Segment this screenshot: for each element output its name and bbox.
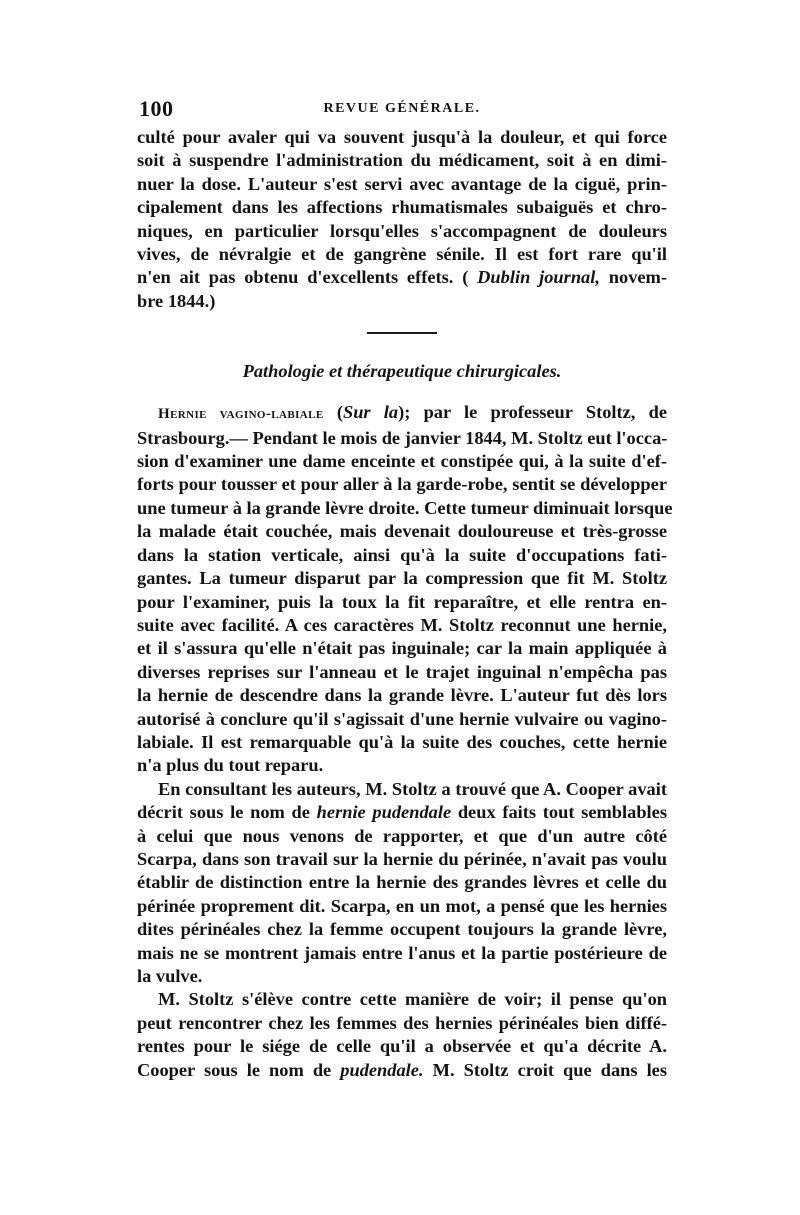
entry-paragraph-3 [137,988,667,1082]
book-page [137,96,673,1082]
text-line: périnée proprement dit. Scarpa, en un mot, a pensé que les hernies [137,895,667,916]
text-fragment: n'en ait pas obtenu d'excellents effets. ( [137,267,478,288]
text-line: la malade était couchée, mais devenait douloureuse et très-grosse [137,521,667,542]
section-divider [367,332,437,334]
text-line: diverses reprises sur l'anneau et le trajet inguinal n'empêcha pas [137,661,667,682]
text-line: rentes pour le siége de celle qu'il a observée et qu'a décrite A. [137,1036,667,1057]
text-fragment-italic: Sur la [342,402,399,423]
text-line: dans la station verticale, ainsi qu'à la suite d'occupations fati- [137,544,667,565]
text-line: bre 1844.) [137,290,216,311]
text-line: forts pour tousser et pour aller à la garde-robe, sentit se développer [137,474,667,495]
text-line-with-citation [137,266,667,289]
text-line: une tumeur à la grande lèvre droite. Cette tumeur diminuait lorsque [137,497,673,518]
text-line: gantes. La tumeur disparut par la compression que fit M. Stoltz [137,568,667,589]
entry-title-line [137,401,667,426]
page-number: 100 [139,96,174,121]
text-line: la hernie de descendre dans la grande lèvre. L'auteur fut dès lors [137,685,667,706]
text-line-with-italic [137,1059,667,1082]
section-heading: Pathologie et thérapeutique chirurgicales. [242,361,562,382]
text-line: n'a plus du tout reparu. [137,755,324,776]
running-title: REVUE GÉNÉRALE. [323,101,481,116]
text-line: sion d'examiner une dame enceinte et constipée qui, à la suite d'ef- [137,451,667,472]
text-fragment: deux faits tout semblables [451,802,667,823]
text-fragment-italic: hernie pudendale [316,802,452,823]
text-line: établir de distinction entre la hernie des grandes lèvres et celle du [137,872,667,893]
text-line: culté pour avaler qui va souvent jusqu'à la douleur, et qui force [137,127,667,147]
text-fragment: décrit sous le nom de [137,802,317,823]
citation-title: Dublin journal, [477,267,600,288]
text-line: dites périnéales chez la femme occupent toujours la grande lèvre, [137,919,667,940]
text-fragment: ); par le professeur Stoltz, de [398,402,667,423]
text-line: Strasbourg.— Pendant le mois de janvier 1844, M. Stoltz eut l'occa- [137,427,668,448]
text-line: nuer la dose. L'auteur s'est servi avec avantage de la ciguë, prin- [137,173,667,194]
text-line: autorisé à conclure qu'il s'agissait d'une hernie vulvaire ou vagino- [137,708,667,729]
text-line: niques, en particulier lorsqu'elles s'accompagnent de douleurs [137,220,667,241]
text-fragment: ( [323,402,343,423]
entry-paragraph-2 [137,778,667,989]
text-line: suite avec facilité. A ces caractères M. Stoltz reconnut une hernie, [137,614,667,635]
running-head [137,96,667,126]
text-line: soit à suspendre l'administration du médicament, soit à en dimi- [137,150,667,171]
text-line: pour l'examiner, puis la toux la fit reparaître, et elle rentra en- [137,591,667,612]
text-line: labiale. Il est remarquable qu'à la suite des couches, cette hernie [137,731,667,752]
text-line: la vulve. [137,966,203,986]
text-line: cipalement dans les affections rhumatismales subaiguës et chro- [137,197,667,218]
text-line: à celui que nous venons de rapporter, et que d'un autre côté [137,825,667,846]
entry-title: Hernie vagino-labiale [158,406,324,423]
text-line-with-italic [137,801,667,824]
intro-paragraph [137,126,667,313]
text-line: mais ne se montrent jamais entre l'anus et la partie postérieure de [137,942,667,963]
text-line: En consultant les auteurs, M. Stoltz a trouvé que A. Cooper avait [158,778,667,799]
text-fragment: M. Stoltz croit que dans les [423,1059,667,1080]
text-line: Scarpa, dans son travail sur la hernie du périnée, n'avait pas voulu [137,848,667,869]
text-line: vives, de névralgie et de gangrène sénile. Il est fort rare qu'il [137,244,667,265]
text-fragment: novem- [599,267,667,288]
text-fragment: Cooper sous le nom de [137,1059,341,1080]
text-fragment-italic: pudendale. [340,1059,424,1080]
text-line: M. Stoltz s'élève contre cette manière de voir; il pense qu'on [158,989,667,1010]
text-line: peut rencontrer chez les femmes des hernies périnéales bien diffé- [137,1012,667,1033]
text-line: et il s'assura qu'elle n'était pas inguinale; car la main appliquée à [137,638,667,659]
entry-paragraph-1 [137,401,673,778]
